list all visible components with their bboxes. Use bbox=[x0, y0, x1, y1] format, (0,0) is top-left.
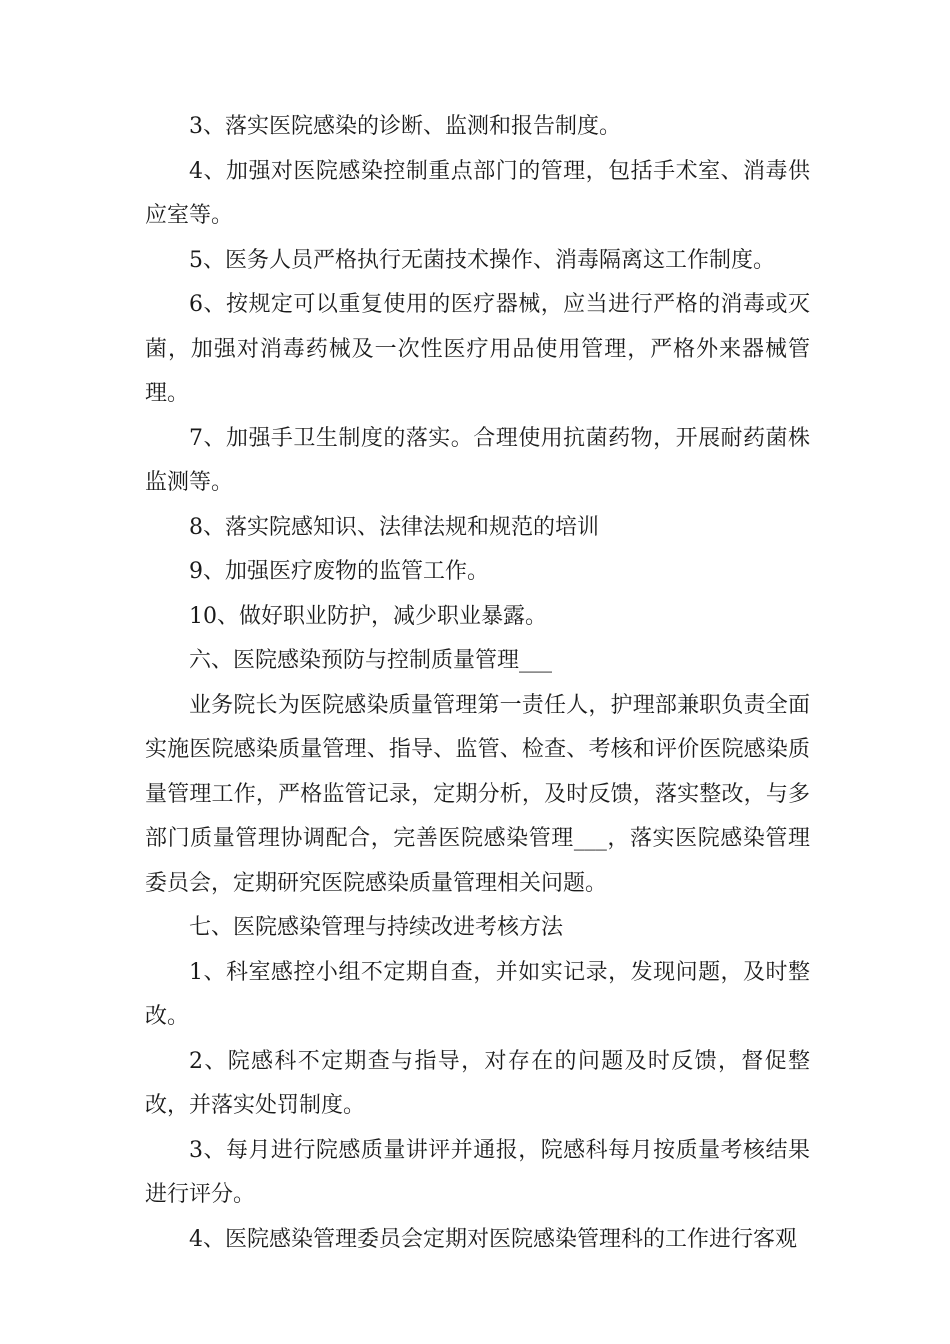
method-item-3: 3、每月进行院感质量讲评并通报，院感科每月按质量考核结果进行评分。 bbox=[145, 1137, 810, 1207]
section-heading-6: 六、医院感染预防与控制质量管理___ bbox=[189, 648, 553, 673]
method-item-2: 2、院感科不定期查与指导，对存在的问题及时反馈，督促整改，并落实处罚制度。 bbox=[145, 1048, 810, 1118]
paragraph-item-6: 6、按规定可以重复使用的医疗器械，应当进行严格的消毒或灭菌，加强对消毒药械及一次性医疗用品使用管理，严格外来器械管理。 bbox=[145, 292, 810, 406]
method-item-4: 4、医院感染管理委员会定期对医院感染管理科的工作进行客观 bbox=[189, 1226, 797, 1252]
section-body-6: 业务院长为医院感染质量管理第一责任人，护理部兼职负责全面实施医院感染质量管理、指导、监管、检查、考核和评价医院感染质量管理工作，严格监管记录，定期分析，及时反馈，落实整改，与多部门质量管理协调配合，完善医院感染管理___，落实医院感染管理委员会，定期研究医院感染质量管理相关问题。 bbox=[145, 692, 810, 896]
paragraph-item-8: 8、落实院感知识、法律法规和规范的培训 bbox=[189, 514, 599, 540]
paragraph-item-5: 5、医务人员严格执行无菌技术操作、消毒隔离这工作制度。 bbox=[189, 247, 775, 273]
document-body bbox=[145, 105, 810, 1262]
paragraph-item-10: 10、做好职业防护，减少职业暴露。 bbox=[189, 603, 547, 629]
section-heading-7: 七、医院感染管理与持续改进考核方法 bbox=[189, 915, 564, 940]
paragraph-item-9: 9、加强医疗废物的监管工作。 bbox=[189, 559, 489, 584]
paragraph-item-4: 4、加强对医院感染控制重点部门的管理，包括手术室、消毒供应室等。 bbox=[145, 158, 810, 228]
paragraph-item-3: 3、落实医院感染的诊断、监测和报告制度。 bbox=[189, 114, 621, 139]
method-item-1: 1、科室感控小组不定期自查，并如实记录，发现问题，及时整改。 bbox=[145, 959, 810, 1029]
paragraph-item-7: 7、加强手卫生制度的落实。合理使用抗菌药物，开展耐药菌株监测等。 bbox=[145, 425, 810, 495]
